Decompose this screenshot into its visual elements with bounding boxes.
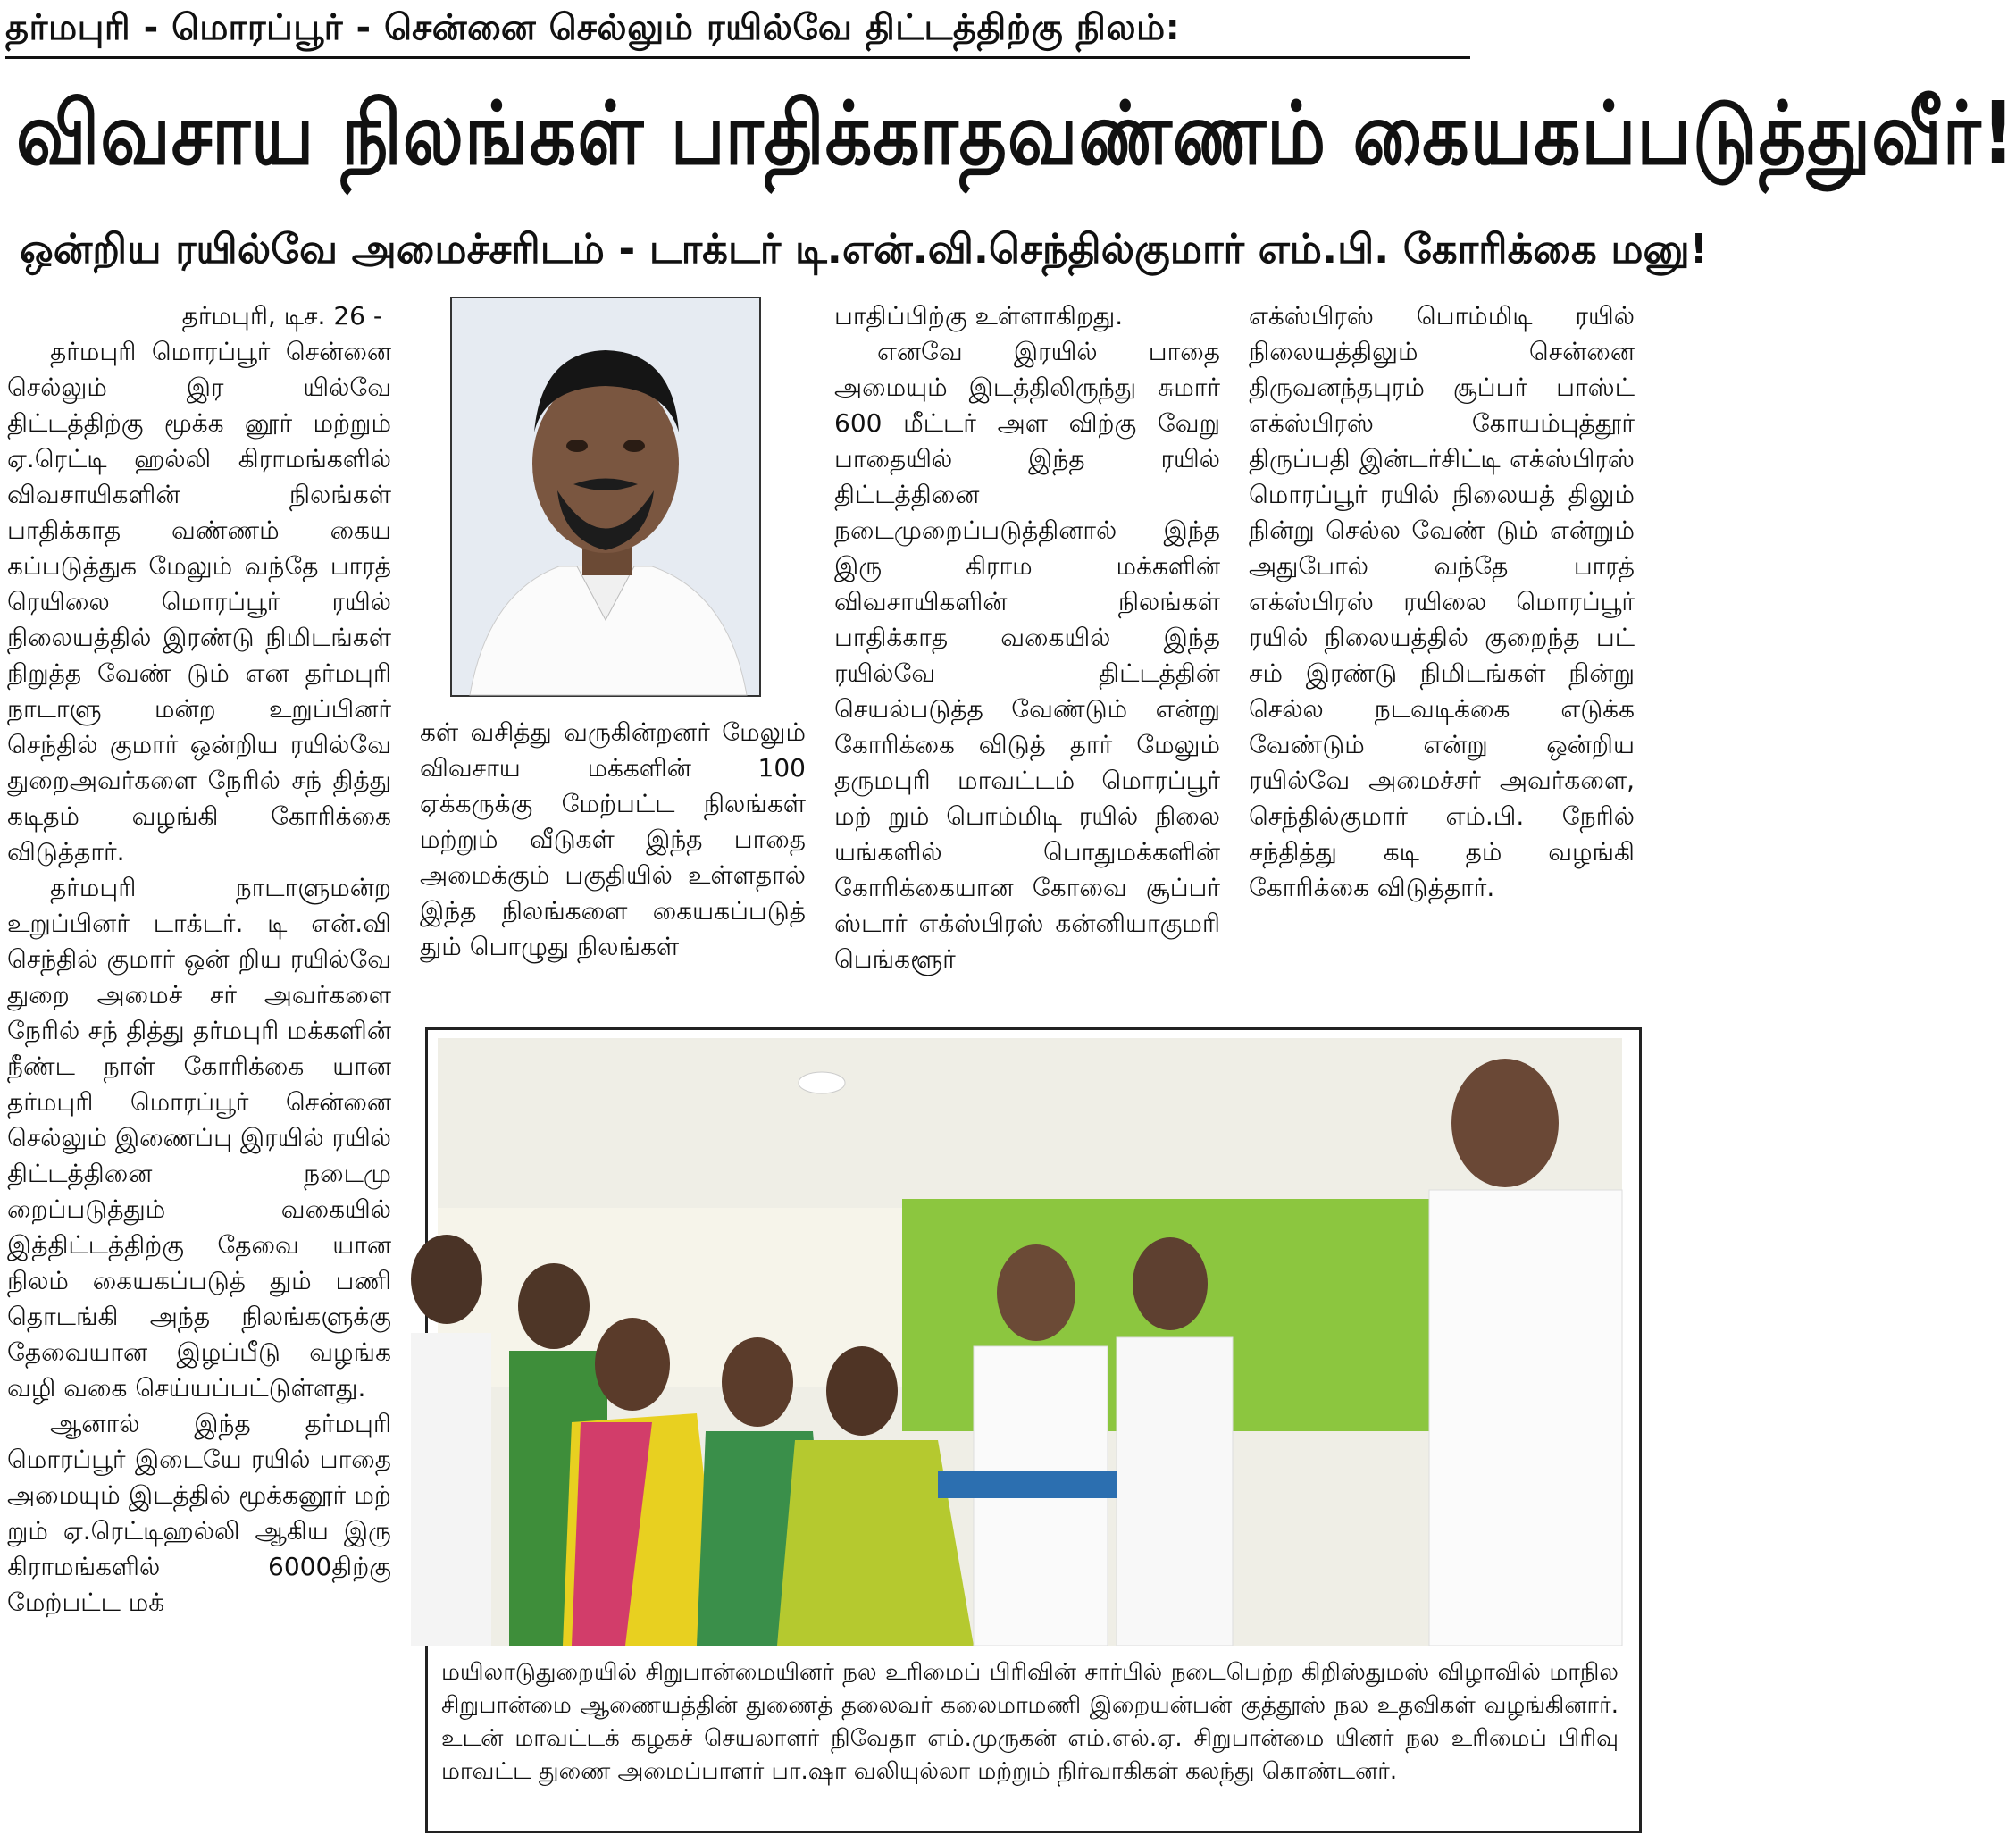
dateline: தர்மபுரி, டிச. 26 - <box>181 301 382 331</box>
portrait-illustration <box>452 298 759 695</box>
headline: விவசாய நிலங்கள் பாதிக்காதவண்ணம் கையகப்படுத்துவீர்! <box>16 84 2016 185</box>
photo-caption: மயிலாடுதுறையில் சிறுபான்மையினர் நல உரிமைப் பிரிவின் சார்பில் நடைபெற்ற கிறிஸ்துமஸ் விழாவில் மாநில சிறுபான்மை ஆணையத்தின் துணைத் தலைவர் கலைமாமணி இறையன்பன் குத்தூஸ் நல உதவிகள் வழங்கினார். உடன் மாவட்டக் கழகச் செயலாளர் நிவேதா எம்.முருகன் எம்.எல்.ஏ. சிறுபான்மை யினர் நல உரிமைப் பிரிவு மாவட்ட துணை அமைப்பாளர் பா.ஷா வலியுல்லா மற்றும் நிர்வாகிகள் கலந்து கொண்டனர். <box>441 1659 1619 1785</box>
article-column-2 <box>420 715 806 965</box>
paragraph: தர்மபுரி நாடாளுமன்ற உறுப்பினர் டாக்டர். டி என்.வி செந்தில் குமார் ஒன் றிய ரயில்வே துறை அமைச் சர் அவர்களை நேரில் சந் தித்து தர்மபுரி மக்களின் நீண்ட நாள் கோரிக்கை யான தர்மபுரி மொரப்பூர் சென்னை செல்லும் இணைப்பு இரயில் ரயில் திட்டத்தினை நடைமு றைப்படுத்தும் வகையில் இத்திட்டத்திற்கு தேவை யான நிலம் கையகப்படுத் தும் பணி தொடங்கி அந்த நிலங்களுக்கு தேவையான இழப்பீடு வழங்க வழி வகை செய்யப்பட்டுள்ளது. <box>7 873 391 1403</box>
event-photo <box>438 1038 1622 1646</box>
paragraph: பாதிப்பிற்கு உள்ளாகிறது. <box>834 301 1124 331</box>
portrait-photo <box>450 297 761 697</box>
article-column-3 <box>834 298 1220 977</box>
subheadline: ஒன்றிய ரயில்வே அமைச்சரிடம் - டாக்டர் டி.என்.வி.செந்தில்குமார் எம்.பி. கோரிக்கை மனு! <box>20 225 1709 272</box>
event-photo-illustration <box>438 1038 1622 1646</box>
paragraph: தர்மபுரி மொரப்பூர் சென்னை செல்லும் இர யில்வே திட்டத்திற்கு மூக்க னூர் மற்றும் ஏ.ரெட்டி ஹல்லி கிராமங்களில் விவசாயிகளின் நிலங்கள் பாதிக்காத வண்ணம் கைய கப்படுத்துக மேலும் வந்தே பாரத் ரெயிலை மொரப்பூர் ரயில் நிலையத்தில் இரண்டு நிமிடங்கள் நிறுத்த வேண் டும் என தர்மபுரி நாடாளு மன்ற உறுப்பினர் செந்தில் குமார் ஒன்றிய ரயில்வே துறைஅவர்களை நேரில் சந் தித்து கடிதம் வழங்கி கோரிக்கை விடுத்தார். <box>7 337 391 867</box>
article-column-1 <box>7 298 391 1621</box>
paragraph: ஆனால் இந்த தர்மபுரி மொரப்பூர் இடையே ரயில் பாதை அமையும் இடத்தில் மூக்கனூர் மற் றும் ஏ.ரெட்டிஹல்லி ஆகிய இரு கிராமங்களில் 6000திற்கு மேற்பட்ட மக் <box>7 1409 391 1617</box>
paragraph: கள் வசித்து வருகின்றனர் மேலும் விவசாய மக்களின் 100 ஏக்கருக்கு மேற்பட்ட நிலங்கள் மற்றும் வீடுகள் இந்த பாதை அமைக்கும் பகுதியில் உள்ளதால் இந்த நிலங்களை கையகப்படுத் தும் பொழுது நிலங்கள் <box>420 717 806 961</box>
article-column-4 <box>1249 298 1635 906</box>
paragraph: எனவே இரயில் பாதை அமையும் இடத்திலிருந்து சுமார் 600 மீட்டர் அள விற்கு வேறு பாதையில் இந்த ரயில் திட்டத்தினை நடைமுறைப்படுத்தினால் இந்த இரு கிராம மக்களின் விவசாயிகளின் நிலங்கள் பாதிக்காத வகையில் இந்த ரயில்வே திட்டத்தின் செயல்படுத்த வேண்டும் என்று கோரிக்கை விடுத் தார் மேலும் தருமபுரி மாவட்டம் மொரப்பூர் மற் றும் பொம்மிடி ரயில் நிலை யங்களில் பொதுமக்களின் கோரிக்கையான கோவை சூப்பர் ஸ்டார் எக்ஸ்பிரஸ் கன்னியாகுமரி பெங்களூர் <box>834 337 1220 974</box>
kicker-line: தர்மபுரி - மொரப்பூர் - சென்னை செல்லும் ரயில்வே திட்டத்திற்கு நிலம்: <box>5 7 1470 59</box>
paragraph: எக்ஸ்பிரஸ் பொம்மிடி ரயில் நிலையத்திலும் சென்னை திருவனந்தபுரம் சூப்பர் பாஸ்ட் எக்ஸ்பிரஸ் கோயம்புத்தூர் திருப்பதி இன்டர்சிட்டி எக்ஸ்பிரஸ் மொரப்பூர் ரயில் நிலையத் திலும் நின்று செல்ல வேண் டும் என்றும் அதுபோல் வந்தே பாரத் எக்ஸ்பிரஸ் ரயிலை மொரப்பூர் ரயில் நிலையத்தில் குறைந்த பட் சம் இரண்டு நிமிடங்கள் நின்று செல்ல நடவடிக்கை எடுக்க வேண்டும் என்று ஒன்றிய ரயில்வே அமைச்சர் அவர்களை, செந்தில்குமார் எம்.பி. நேரில் சந்தித்து கடி தம் வழங்கி கோரிக்கை விடுத்தார். <box>1249 301 1635 902</box>
